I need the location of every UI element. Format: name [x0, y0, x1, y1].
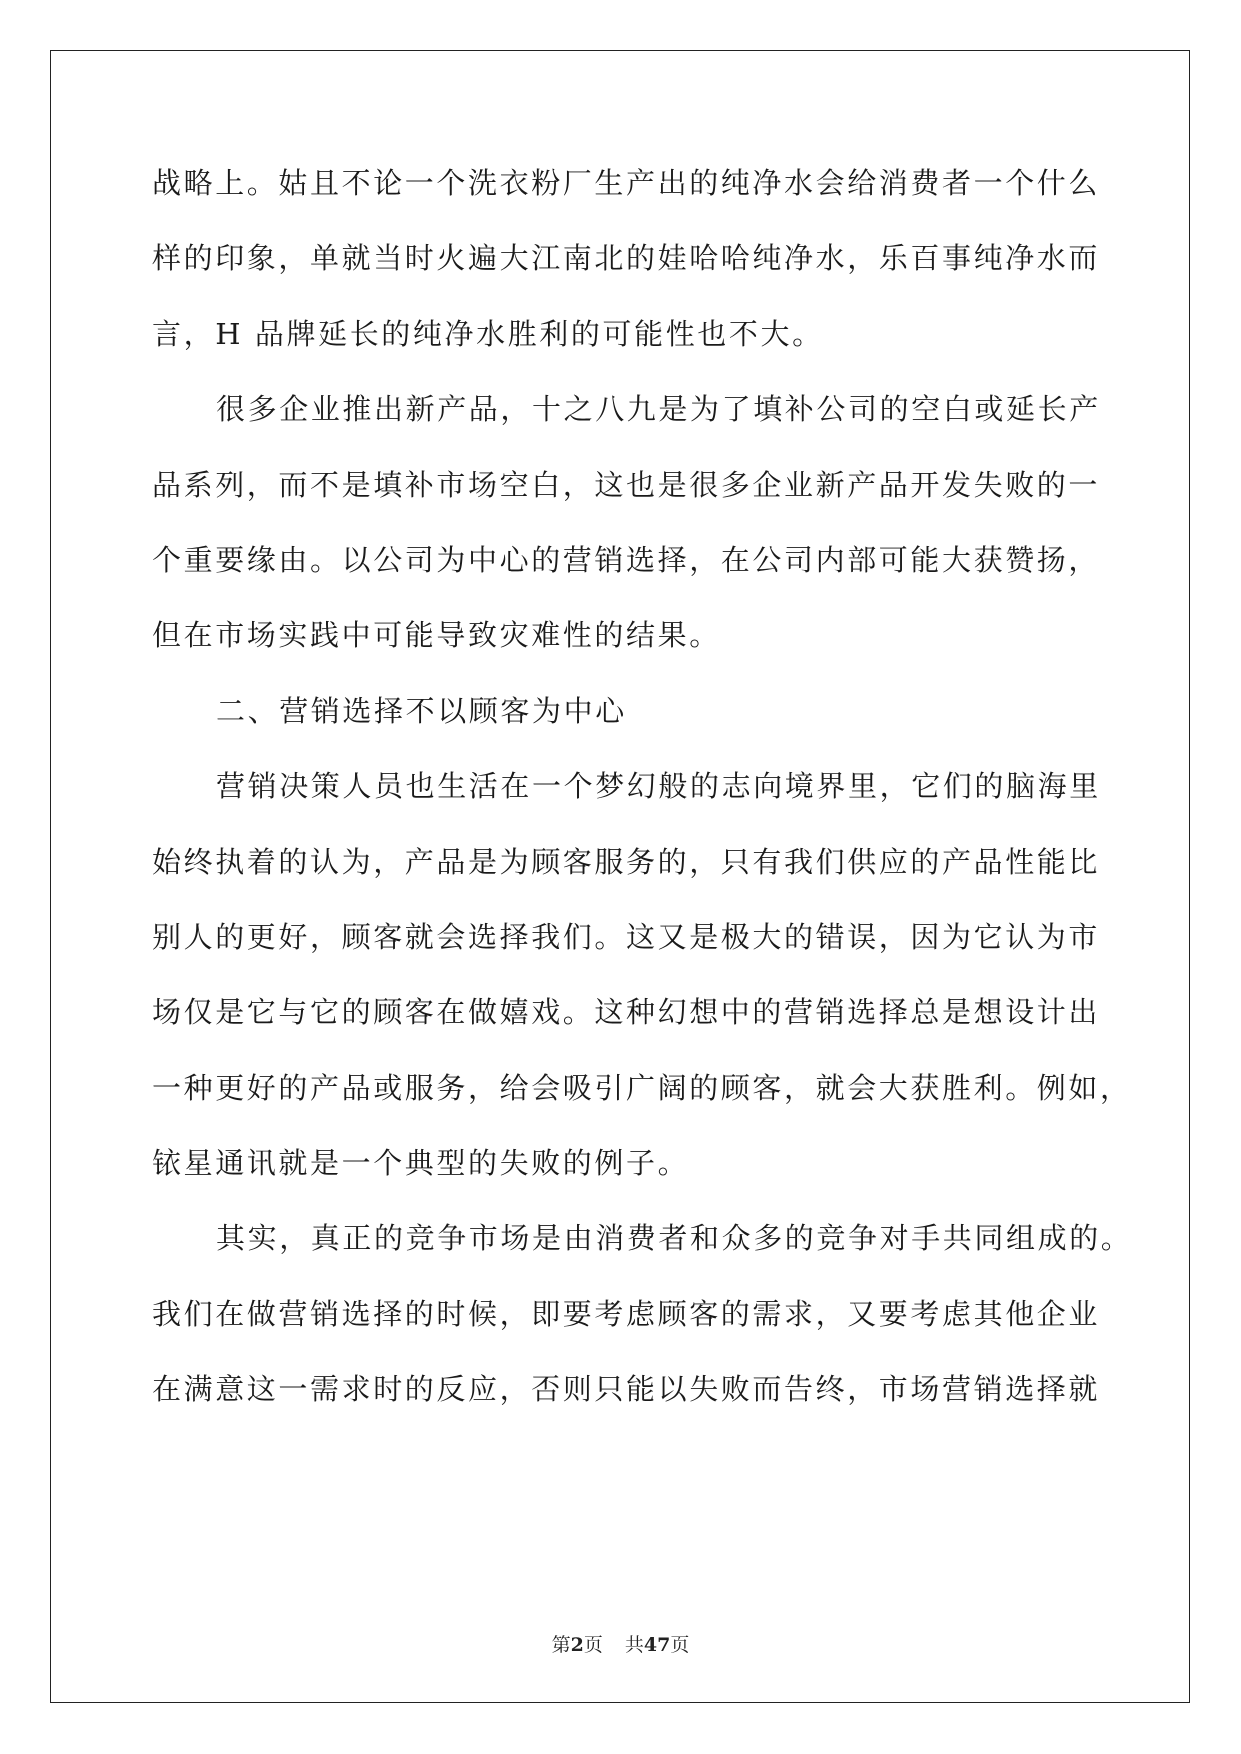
text-line: 始终执着的认为，产品是为顾客服务的，只有我们供应的产品性能比	[152, 844, 1101, 879]
text-line: 品系列，而不是填补市场空白，这也是很多企业新产品开发失败的一	[152, 467, 1101, 502]
text-line: 场仅是它与它的顾客在做嬉戏。这种幻想中的营销选择总是想设计出	[152, 995, 1101, 1030]
text-line: 很多企业推出新产品，十之八九是为了填补公司的空白或延长产	[216, 392, 1101, 427]
text-line: 个重要缘由。以公司为中心的营销选择，在公司内部可能大获赞扬，	[152, 542, 1101, 577]
page-number: 2	[570, 1634, 584, 1656]
document-body	[152, 163, 1133, 1445]
section-heading: 二、营销选择不以顾客为中心	[216, 693, 627, 728]
text-line: 一种更好的产品或服务，给会吸引广阔的顾客，就会大获胜利。例如，	[152, 1070, 1132, 1105]
page-label-suffix: 页	[583, 1634, 603, 1656]
page-label-prefix: 第	[551, 1634, 571, 1656]
text-line: 铱星通讯就是一个典型的失败的例子。	[152, 1146, 690, 1181]
page-footer	[0, 1630, 1241, 1657]
text-line: 战略上。姑且不论一个洗衣粉厂生产出的纯净水会给消费者一个什么	[152, 166, 1101, 200]
text-line: 但在市场实践中可能导致灾难性的结果。	[152, 618, 721, 653]
text-line: 言，H 品牌延长的纯净水胜利的可能性也不大。	[152, 316, 824, 351]
total-label-suffix: 页	[670, 1634, 690, 1656]
text-line: 其实，真正的竞争市场是由消费者和众多的竞争对手共同组成的。	[216, 1221, 1133, 1256]
text-line: 我们在做营销选择的时候，即要考虑顾客的需求，又要考虑其他企业	[152, 1296, 1101, 1331]
text-line: 样的印象，单就当时火遍大江南北的娃哈哈纯净水，乐百事纯净水而	[152, 241, 1101, 276]
text-line: 别人的更好，顾客就会选择我们。这又是极大的错误，因为它认为市	[152, 919, 1101, 954]
total-label-prefix: 共	[624, 1634, 644, 1656]
text-line: 营销决策人员也生活在一个梦幻般的志向境界里，它们的脑海里	[216, 769, 1101, 804]
text-line: 在满意这一需求时的反应，否则只能以失败而告终，市场营销选择就	[152, 1372, 1101, 1407]
total-pages: 47	[643, 1634, 671, 1656]
